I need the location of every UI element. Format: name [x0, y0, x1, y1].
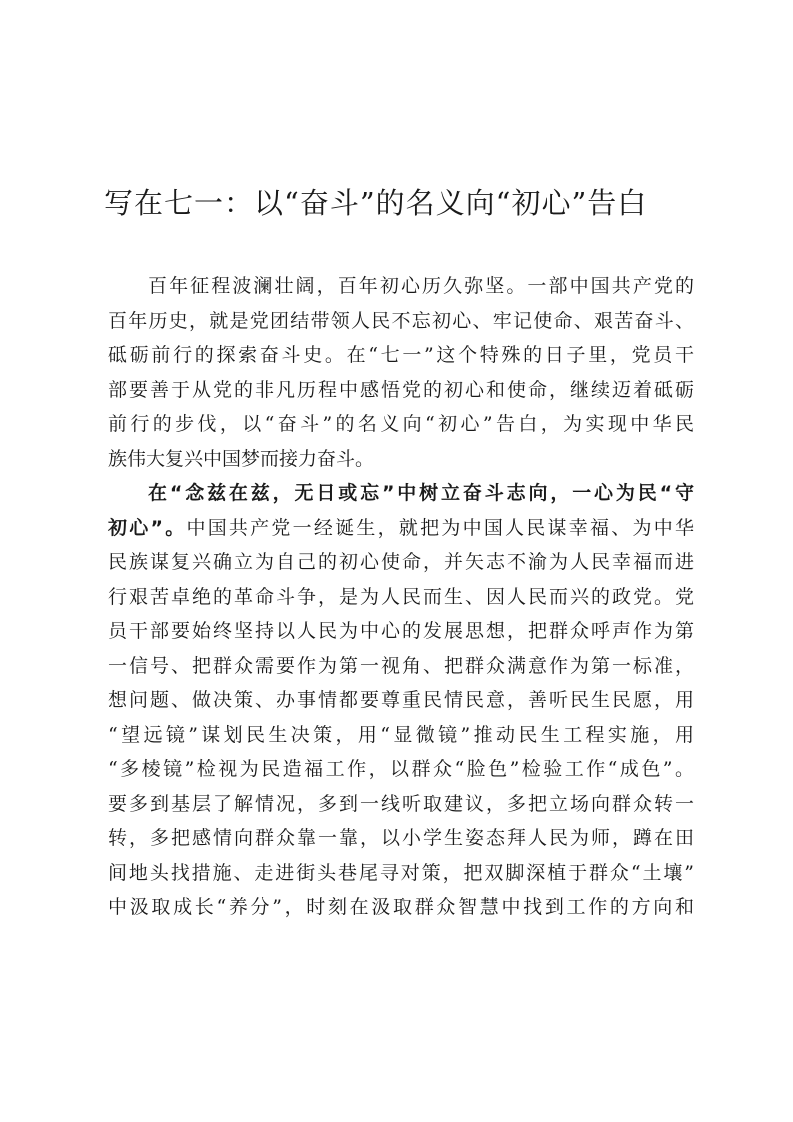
paragraph-line: 族伟大复兴中国梦而接力奋斗。 [108, 447, 375, 470]
paragraph-line: “多棱镜”检视为民造福工作，以群众“脸色”检验工作“成色”。 [108, 758, 694, 780]
paragraph-intro [108, 269, 694, 476]
paragraph-line: 间地头找措施、走进街头巷尾寻对策，把双脚深植于群众“土壤” [108, 861, 694, 884]
section-heading-tail: 初心”。 [108, 516, 187, 539]
paragraph-line: 一信号、把群众需要作为第一视角、把群众满意作为第一标准， [108, 654, 694, 677]
paragraph-section-one [108, 476, 694, 925]
paragraph-line [108, 511, 694, 546]
paragraph-line: 想问题、做决策、办事情都要尊重民情民意，善听民生民愿，用 [108, 689, 694, 711]
paragraph-line: 百年历史，就是党团结带领人民不忘初心、牢记使命、艰苦奋斗、 [108, 309, 694, 332]
paragraph-line-rest: 中国共产党一经诞生，就把为中国人民谋幸福、为中华 [186, 516, 694, 539]
section-heading-line: 在“念兹在兹，无日或忘”中树立奋斗志向，一心为民“守 [148, 482, 694, 504]
paragraph-line: 砥砺前行的探索奋斗史。在“七一”这个特殊的日子里，党员干 [108, 344, 694, 366]
paragraph-line: 民族谋复兴确立为自己的初心使命，并矢志不渝为人民幸福而进 [108, 551, 694, 573]
document-title: 写在七一：以“奋斗”的名义向“初心”告白 [104, 186, 648, 220]
paragraph-line: 行艰苦卓绝的革命斗争，是为人民而生、因人民而兴的政党。党 [108, 585, 694, 608]
paragraph-line: 部要善于从党的非凡历程中感悟党的初心和使命，继续迈着砥砺 [108, 378, 694, 401]
paragraph-line: 转，多把感情向群众靠一靠，以小学生姿态拜人民为师，蹲在田 [108, 827, 694, 849]
paragraph-line: 中汲取成长“养分”，时刻在汲取群众智慧中找到工作的方向和 [108, 896, 694, 918]
paragraph-line: 百年征程波澜壮阔，百年初心历久弥坚。一部中国共产党的 [148, 275, 694, 297]
document-body [108, 269, 694, 925]
paragraph-line: “望远镜”谋划民生决策，用“显微镜”推动民生工程实施，用 [108, 723, 694, 746]
paragraph-line: 要多到基层了解情况，多到一线听取建议，多把立场向群众转一 [108, 792, 694, 815]
paragraph-line: 员干部要始终坚持以人民为中心的发展思想，把群众呼声作为第 [108, 620, 694, 642]
paragraph-line: 前行的步伐，以“奋斗”的名义向“初心”告白，为实现中华民 [108, 413, 694, 435]
